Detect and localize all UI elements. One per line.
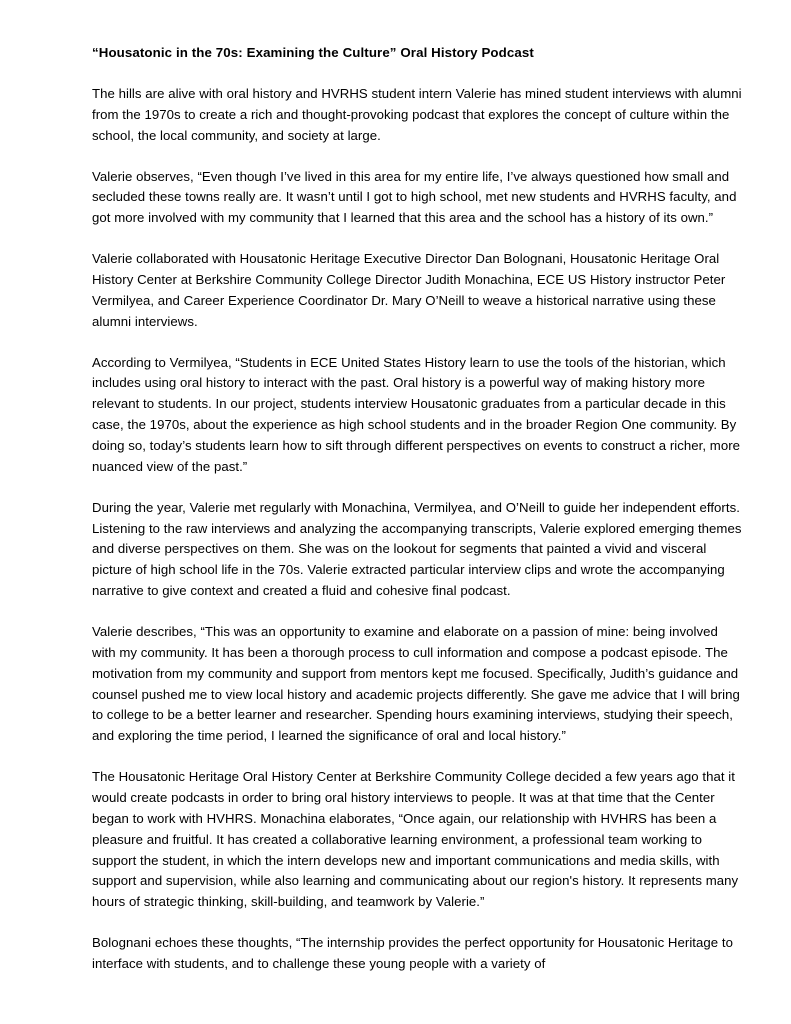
paragraph-5: During the year, Valerie met regularly with Monachina, Vermilyea, and O’Neill to guide her independent efforts. Listening to the raw interviews and analyzing the accompanying transcripts, Valerie explored emerging themes and diverse perspectives on them. She was on the lookout for segments that painted a vivid and visceral picture of high school life in the 70s. Valerie extracted particular interview clips and wrote the accompanying narrative to give context and created a fluid and cohesive final podcast. (92, 499, 742, 599)
paragraph-7: The Housatonic Heritage Oral History Center at Berkshire Community College decided a few years ago that it would create podcasts in order to bring oral history interviews to people. It was at that time that the Center began to work with HVHRS. Monachina elaborates, “Once again, our relationship with HVHRS has been a pleasure and fruitful. It has created a collaborative learning environment, a professional team working to support the student, in which the intern develops new and important communications and media skills, with support and supervision, while also learning and communicating about our region's history. It represents many hours of strategic thinking, skill-building, and teamwork by Valerie.” (92, 769, 739, 910)
paragraph-4: According to Vermilyea, “Students in ECE United States History learn to use the tools of the historian, which includes using oral history to interact with the past. Oral history is a powerful way of making history more relevant to students. In our project, students interview Housatonic graduates from a particular decade in this case, the 1970s, about the experience as high school students and in the broader Region One community. By doing so, today’s students learn how to sift through different perspectives on events to construct a richer, more nuanced view of the past.” (92, 354, 741, 474)
paragraph-1: The hills are alive with oral history and HVRHS student intern Valerie has mined student interviews with alumni from the 1970s to create a rich and thought-provoking podcast that explores the concept of culture within the school, the local community, and society at large. (92, 85, 742, 143)
paragraph-6: Valerie describes, “This was an opportunity to examine and elaborate on a passion of mine: being involved with my community. It has been a thorough process to cull information and compose a podcast episode. The motivation from my community and support from mentors kept me focused. Specifically, Judith’s guidance and counsel pushed me to view local history and academic projects differently. She gave me advice that I will bring to college to be a better learner and researcher. Spending hours examining interviews, studying their speech, and exploring the time period, I learned the significance of oral and local history.” (92, 623, 740, 744)
page-title: “Housatonic in the 70s: Examining the Culture” Oral History Podcast (92, 45, 534, 60)
paragraph-8: Bolognani echoes these thoughts, “The internship provides the perfect opportunity for Housatonic Heritage to interface with students, and to challenge these young people with a variety of (92, 935, 733, 972)
paragraph-2: Valerie observes, “Even though I’ve lived in this area for my entire life, I’ve always questioned how small and secluded these towns really are. It wasn’t until I got to high school, met new students and HVRHS faculty, and got more involved with my community that I learned that this area and the school has a history of its own.” (92, 168, 737, 226)
paragraph-3: Valerie collaborated with Housatonic Heritage Executive Director Dan Bolognani, Housatonic Heritage Oral History Center at Berkshire Community College Director Judith Monachina, ECE US History instructor Peter Vermilyea, and Career Experience Coordinator Dr. Mary O’Neill to weave a historical narrative using these alumni interviews. (92, 251, 726, 329)
